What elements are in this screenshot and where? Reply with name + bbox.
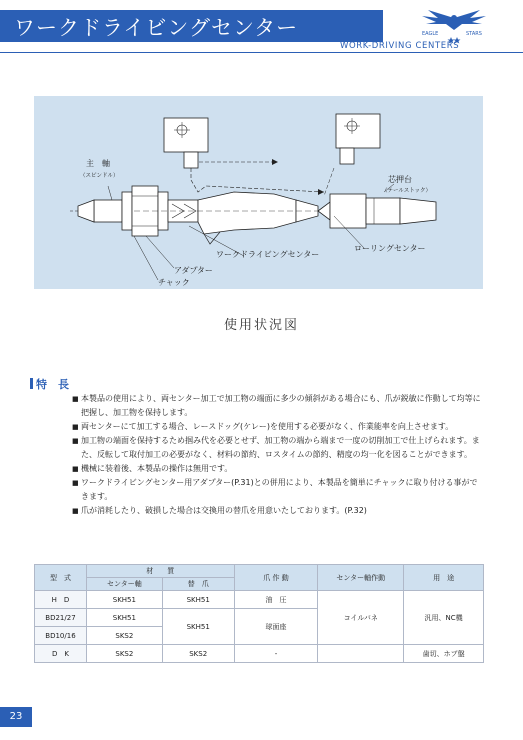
spec-table xyxy=(34,564,484,663)
cell-use: 汎用、NC機 xyxy=(404,591,484,645)
eagle-stars-logo xyxy=(418,4,490,44)
header-use: 用 途 xyxy=(404,565,484,591)
page-title: ワークドライビングセンター xyxy=(14,16,299,40)
feature-item: ■ 本製品の使用により、両センター加工で加工物の端面に多少の傾斜がある場合にも、爪が鋭敏に作動して均等に把握し、加工物を保持します。 xyxy=(72,392,484,420)
logo-text-left: EAGLE xyxy=(422,31,439,37)
header-model: 型 式 xyxy=(35,565,87,591)
cell-use: 歯切、ホブ盤 xyxy=(404,645,484,663)
cell-center-shaft: SKH51 xyxy=(86,591,162,609)
features-heading xyxy=(30,376,69,392)
feature-item: ■ 加工物の端面を保持するため掴み代を必要とせず、加工物の端から端まで一度の切削加工で仕上げられます。また、反転して取付加工の必要がなく、材料の節約、ロスタイムの節約、精度の均一化を図ることができます。 xyxy=(72,434,484,462)
cell-jaw-action: 球面座 xyxy=(234,609,318,645)
header-replacement-jaw: 替 爪 xyxy=(162,578,234,591)
work-driving-center-label: ワークドライビングセンター xyxy=(216,250,320,259)
feature-item: ■ 機械に装着後、本製品の操作は無用です。 xyxy=(72,462,484,476)
usage-diagram xyxy=(34,96,483,289)
cell-center-shaft: SKH51 xyxy=(86,609,162,627)
adapter-label: アダプター xyxy=(174,266,213,275)
cell-jaw-action: 油 圧 xyxy=(234,591,318,609)
cell-jaw: SKS2 xyxy=(162,645,234,663)
table-row xyxy=(35,591,484,609)
tailstock-sub-label: （テールストック） xyxy=(382,188,432,194)
page-number: 23 xyxy=(0,707,32,727)
header-center-shaft-action: センター軸作動 xyxy=(318,565,404,591)
cell-model: D K xyxy=(35,645,87,663)
cell-center-shaft-action: コイルバネ xyxy=(318,591,404,645)
cell-model: BD10/16 xyxy=(35,627,87,645)
cell-model: H D xyxy=(35,591,87,609)
spindle-label: 主 軸 xyxy=(86,159,110,168)
cell-jaw: SKH51 xyxy=(162,591,234,609)
chuck-label: チャック xyxy=(158,278,190,287)
feature-item: ■ 両センターにて加工する場合、レースドッグ(ケレー)を使用する必要がなく、作業能率を向上させます。 xyxy=(72,420,484,434)
rolling-center-label: ローリングセンター xyxy=(354,244,426,253)
feature-item: ■ ワークドライビングセンター用アダプター(P.31)との併用により、本製品を簡単にチャックに取り付ける事ができます。 xyxy=(72,476,484,504)
cell-jaw-action: - xyxy=(234,645,318,663)
cell-jaw: SKH51 xyxy=(162,609,234,645)
heading-marker xyxy=(30,378,33,389)
header-material: 材 質 xyxy=(86,565,234,578)
features-heading-text: 特 長 xyxy=(36,378,69,391)
cell-center-shaft: SKS2 xyxy=(86,645,162,663)
feature-item: ■ 爪が消耗したり、破損した場合は交換用の替爪を用意いたしております。(P.32) xyxy=(72,504,484,518)
spindle-sub-label: （スピンドル） xyxy=(80,173,119,179)
cell-center-shaft: SKS2 xyxy=(86,627,162,645)
page-subtitle: WORK-DRIVING CENTERS xyxy=(340,41,460,51)
features-list xyxy=(72,392,484,518)
header-rule xyxy=(0,52,523,53)
table-row xyxy=(35,645,484,663)
tailstock-label: 芯押台 xyxy=(388,175,412,184)
header-jaw-action: 爪 作 動 xyxy=(234,565,318,591)
logo-text-right: STARS xyxy=(466,31,482,37)
diagram-caption: 使用状況図 xyxy=(223,318,299,333)
header-center-shaft: センター軸 xyxy=(86,578,162,591)
cell-model: BD21/27 xyxy=(35,609,87,627)
cell-center-shaft-action xyxy=(318,645,404,663)
